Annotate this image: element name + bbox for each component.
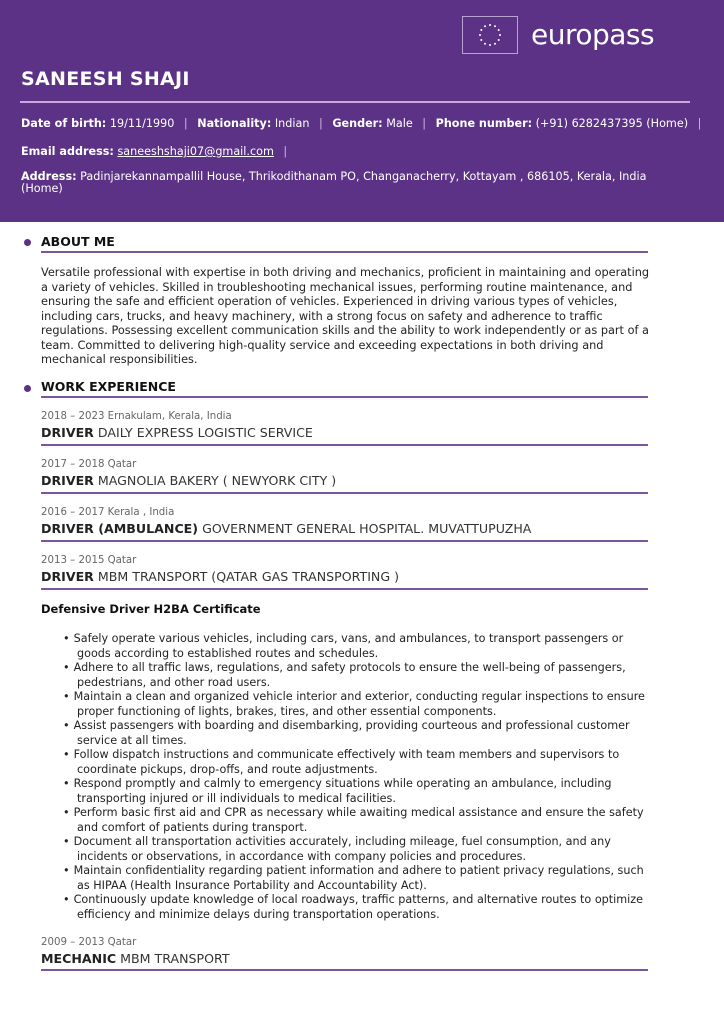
job-meta: 2016 – 2017 Kerala , India bbox=[41, 507, 175, 518]
list-item: • Respond promptly and calmly to emergency situations while operating an ambulance, including transporting injured or ill individuals to medical facilities. bbox=[58, 777, 650, 806]
phone-label: Phone number: bbox=[435, 117, 533, 130]
job-role: DRIVER bbox=[41, 425, 94, 440]
address-value: Padinjarekannampallil House, Thrikodithanam PO, Changanacherry, Kottayam , 686105, Kerala, India (Home) bbox=[21, 170, 647, 195]
work-section-title: WORK EXPERIENCE bbox=[41, 379, 176, 394]
job-employer: DAILY EXPRESS LOGISTIC SERVICE bbox=[97, 425, 313, 440]
dob-label: Date of birth: bbox=[21, 117, 107, 130]
section-marker-icon bbox=[24, 239, 31, 246]
job-title bbox=[41, 521, 531, 536]
email-label: Email address: bbox=[21, 145, 114, 158]
job-divider bbox=[41, 492, 648, 494]
separator: | bbox=[283, 145, 288, 158]
job-meta: 2013 – 2015 Qatar bbox=[41, 555, 137, 566]
about-divider bbox=[41, 251, 648, 253]
job-role: DRIVER bbox=[41, 473, 94, 488]
job-meta: 2018 – 2023 Ernakulam, Kerala, India bbox=[41, 411, 232, 422]
gender-value: Male bbox=[386, 117, 413, 130]
separator: | bbox=[422, 117, 427, 130]
about-section-title: ABOUT ME bbox=[41, 234, 115, 249]
job-divider bbox=[41, 444, 648, 446]
job-title bbox=[41, 569, 399, 584]
nationality-label: Nationality: bbox=[197, 117, 272, 130]
job-title bbox=[41, 425, 313, 440]
personal-details-line bbox=[21, 117, 707, 130]
separator: | bbox=[318, 117, 323, 130]
work-divider bbox=[41, 396, 648, 398]
list-item: • Maintain a clean and organized vehicle interior and exterior, conducting regular inspections to ensure proper functioning of lights, brakes, tires, and other essential components. bbox=[58, 690, 650, 719]
job-role: MECHANIC bbox=[41, 951, 117, 966]
nationality-value: Indian bbox=[274, 117, 310, 130]
candidate-name: SANEESH SHAJI bbox=[21, 68, 190, 90]
job-meta: 2009 – 2013 Qatar bbox=[41, 937, 137, 948]
section-marker-icon bbox=[24, 385, 31, 392]
list-item: • Assist passengers with boarding and disembarking, providing courteous and professional customer service at all times. bbox=[58, 719, 650, 748]
list-item: • Perform basic first aid and CPR as necessary while awaiting medical assistance and ensure the safety and comfort of patients during transport. bbox=[58, 806, 650, 835]
address-line bbox=[21, 171, 661, 195]
list-item: • Safely operate various vehicles, including cars, vans, and ambulances, to transport passengers or goods according to established routes and schedules. bbox=[58, 632, 650, 661]
job-employer: MBM TRANSPORT (QATAR GAS TRANSPORTING ) bbox=[97, 569, 400, 584]
list-item: • Maintain confidentiality regarding patient information and adhere to patient privacy regulations, such as HIPAA (Health Insurance Portability and Accountability Act). bbox=[58, 864, 650, 893]
job-employer: GOVERNMENT GENERAL HOSPITAL. MUVATTUPUZHA bbox=[202, 521, 532, 536]
separator: | bbox=[697, 117, 702, 130]
cv-header bbox=[0, 0, 724, 222]
address-label: Address: bbox=[21, 170, 77, 183]
job-role: DRIVER bbox=[41, 569, 94, 584]
job-employer: MAGNOLIA BAKERY ( NEWYORK CITY ) bbox=[97, 473, 337, 488]
separator: | bbox=[183, 117, 188, 130]
job-divider bbox=[41, 969, 648, 971]
list-item: • Document all transportation activities accurately, including mileage, fuel consumption, and any incidents or observations, in accordance with company policies and procedures. bbox=[58, 835, 650, 864]
job-role: DRIVER (AMBULANCE) bbox=[41, 521, 199, 536]
phone-value: (+91) 6282437395 (Home) bbox=[535, 117, 689, 130]
certificate-title: Defensive Driver H2BA Certificate bbox=[41, 602, 261, 616]
list-item: • Follow dispatch instructions and communicate effectively with team members and supervisors to coordinate pickups, drop-offs, and route adjustments. bbox=[58, 748, 650, 777]
email-link[interactable]: saneeshshaji07@gmail.com bbox=[117, 145, 274, 158]
header-divider bbox=[20, 101, 690, 103]
gender-label: Gender: bbox=[332, 117, 383, 130]
job-divider bbox=[41, 540, 648, 542]
list-item: • Continuously update knowledge of local roadways, traffic patterns, and alternative routes to optimize efficiency and minimize delays during transportation operations. bbox=[58, 893, 650, 922]
job-title bbox=[41, 473, 336, 488]
dob-value: 19/11/1990 bbox=[109, 117, 175, 130]
eu-flag-icon bbox=[462, 16, 518, 54]
job-divider bbox=[41, 588, 648, 590]
about-text: Versatile professional with expertise in both driving and mechanics, proficient in maintaining and operating a variety of vehicles. Skilled in troubleshooting mechanical issues, performing routine maintenance, and ensuring the safe and efficient operation of vehicles. Experienced in driving various types of vehicles, including cars, trucks, and heavy machinery, with a strong focus on safety and adherence to traffic regulations. Possessing excellent communication skills and the ability to work independently or as part of a team. Committed to delivering high-quality service and exceeding expectations in both driving and mechanical responsibilities. bbox=[41, 266, 650, 366]
europass-logo: europass bbox=[531, 18, 655, 51]
duties-list bbox=[58, 632, 650, 922]
email-line bbox=[21, 145, 293, 158]
job-employer: MBM TRANSPORT bbox=[120, 951, 230, 966]
job-title bbox=[41, 951, 230, 966]
list-item: • Adhere to all traffic laws, regulations, and safety protocols to ensure the well-being of passengers, pedestrians, and other road users. bbox=[58, 661, 650, 690]
job-meta: 2017 – 2018 Qatar bbox=[41, 459, 137, 470]
